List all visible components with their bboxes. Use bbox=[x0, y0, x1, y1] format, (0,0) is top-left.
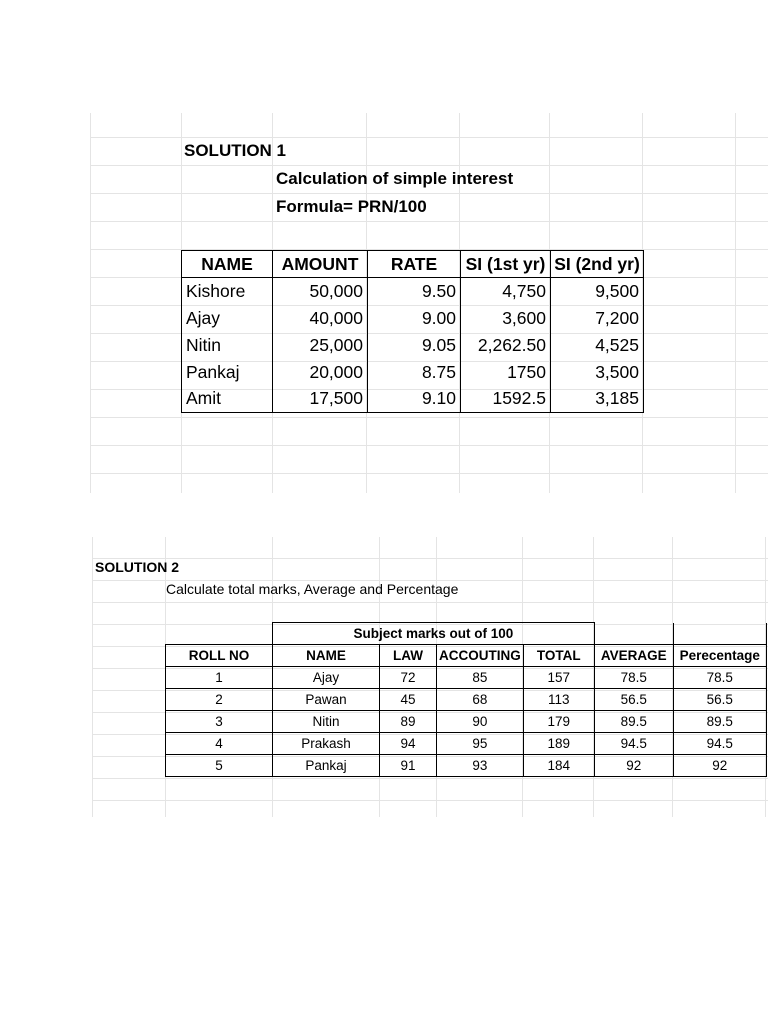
cell-law: 91 bbox=[380, 755, 437, 777]
cell-name: Pankaj bbox=[182, 359, 273, 386]
cell-roll-no: 5 bbox=[166, 755, 273, 777]
cell-percentage: 92 bbox=[673, 755, 766, 777]
cell-total: 113 bbox=[523, 689, 594, 711]
cell-si-1st-yr: 4,750 bbox=[461, 278, 551, 305]
cell-total: 179 bbox=[523, 711, 594, 733]
cell-si-2nd-yr: 4,525 bbox=[551, 332, 644, 359]
cell-roll-no: 1 bbox=[166, 667, 273, 689]
group-header-row bbox=[166, 623, 767, 645]
header-average: AVERAGE bbox=[594, 645, 673, 667]
cell-name: Pankaj bbox=[273, 755, 380, 777]
cell-si-1st-yr: 2,262.50 bbox=[461, 332, 551, 359]
cell-percentage: 56.5 bbox=[673, 689, 766, 711]
cell-name: Prakash bbox=[273, 733, 380, 755]
cell-name: Pawan bbox=[273, 689, 380, 711]
cell-name: Amit bbox=[182, 386, 273, 413]
cell-law: 94 bbox=[380, 733, 437, 755]
cell-roll-no: 2 bbox=[166, 689, 273, 711]
cell-si-1st-yr: 1592.5 bbox=[461, 386, 551, 413]
header-total: TOTAL bbox=[523, 645, 594, 667]
cell-rate: 9.50 bbox=[368, 278, 461, 305]
solution-1-subtitle: Calculation of simple interest bbox=[276, 169, 514, 188]
cell-amount: 17,500 bbox=[273, 386, 368, 413]
cell-amount: 50,000 bbox=[273, 278, 368, 305]
cell-name: Ajay bbox=[182, 305, 273, 332]
header-percentage: Perecentage bbox=[673, 645, 766, 667]
empty-cell bbox=[166, 623, 273, 645]
cell-si-2nd-yr: 3,500 bbox=[551, 359, 644, 386]
header-si-1st-yr: SI (1st yr) bbox=[461, 251, 551, 278]
header-name: NAME bbox=[273, 645, 380, 667]
cell-amount: 40,000 bbox=[273, 305, 368, 332]
cell-percentage: 89.5 bbox=[673, 711, 766, 733]
cell-percentage: 78.5 bbox=[673, 667, 766, 689]
header-accouting: ACCOUTING bbox=[437, 645, 524, 667]
table-row bbox=[182, 359, 644, 386]
table-row bbox=[166, 711, 767, 733]
header-name: NAME bbox=[182, 251, 273, 278]
cell-total: 189 bbox=[523, 733, 594, 755]
cell-accouting: 93 bbox=[437, 755, 524, 777]
table-row bbox=[166, 755, 767, 777]
cell-name: Nitin bbox=[182, 332, 273, 359]
cell-amount: 20,000 bbox=[273, 359, 368, 386]
cell-average: 92 bbox=[594, 755, 673, 777]
cell-name: Kishore bbox=[182, 278, 273, 305]
cell-average: 94.5 bbox=[594, 733, 673, 755]
cell-law: 89 bbox=[380, 711, 437, 733]
simple-interest-table bbox=[181, 250, 644, 413]
solution-2-subtitle: Calculate total marks, Average and Percentage bbox=[166, 581, 459, 597]
table-row bbox=[182, 386, 644, 413]
table-row bbox=[166, 733, 767, 755]
cell-total: 184 bbox=[523, 755, 594, 777]
header-roll-no: ROLL NO bbox=[166, 645, 273, 667]
table-row bbox=[166, 667, 767, 689]
cell-accouting: 95 bbox=[437, 733, 524, 755]
cell-average: 56.5 bbox=[594, 689, 673, 711]
header-rate: RATE bbox=[368, 251, 461, 278]
cell-law: 72 bbox=[380, 667, 437, 689]
cell-si-1st-yr: 3,600 bbox=[461, 305, 551, 332]
cell-si-1st-yr: 1750 bbox=[461, 359, 551, 386]
cell-average: 89.5 bbox=[594, 711, 673, 733]
table-header-row bbox=[166, 645, 767, 667]
cell-si-2nd-yr: 3,185 bbox=[551, 386, 644, 413]
cell-name: Nitin bbox=[273, 711, 380, 733]
cell-roll-no: 4 bbox=[166, 733, 273, 755]
empty-cell bbox=[594, 623, 673, 645]
solution-1-title: SOLUTION 1 bbox=[184, 141, 287, 160]
cell-accouting: 85 bbox=[437, 667, 524, 689]
cell-rate: 9.10 bbox=[368, 386, 461, 413]
cell-accouting: 90 bbox=[437, 711, 524, 733]
cell-si-2nd-yr: 9,500 bbox=[551, 278, 644, 305]
cell-si-2nd-yr: 7,200 bbox=[551, 305, 644, 332]
cell-rate: 8.75 bbox=[368, 359, 461, 386]
subject-marks-header: Subject marks out of 100 bbox=[273, 623, 595, 645]
solution-1-formula: Formula= PRN/100 bbox=[276, 197, 427, 216]
cell-total: 157 bbox=[523, 667, 594, 689]
marks-table bbox=[165, 622, 767, 777]
cell-percentage: 94.5 bbox=[673, 733, 766, 755]
cell-average: 78.5 bbox=[594, 667, 673, 689]
cell-rate: 9.00 bbox=[368, 305, 461, 332]
table-header-row bbox=[182, 251, 644, 278]
cell-accouting: 68 bbox=[437, 689, 524, 711]
table-row bbox=[182, 332, 644, 359]
cell-name: Ajay bbox=[273, 667, 380, 689]
cell-amount: 25,000 bbox=[273, 332, 368, 359]
header-law: LAW bbox=[380, 645, 437, 667]
solution-2-title: SOLUTION 2 bbox=[95, 559, 180, 575]
table-row bbox=[166, 689, 767, 711]
cell-roll-no: 3 bbox=[166, 711, 273, 733]
header-amount: AMOUNT bbox=[273, 251, 368, 278]
table-row bbox=[182, 305, 644, 332]
header-si-2nd-yr: SI (2nd yr) bbox=[551, 251, 644, 278]
cell-rate: 9.05 bbox=[368, 332, 461, 359]
table-row bbox=[182, 278, 644, 305]
cell-law: 45 bbox=[380, 689, 437, 711]
empty-cell bbox=[673, 623, 766, 645]
